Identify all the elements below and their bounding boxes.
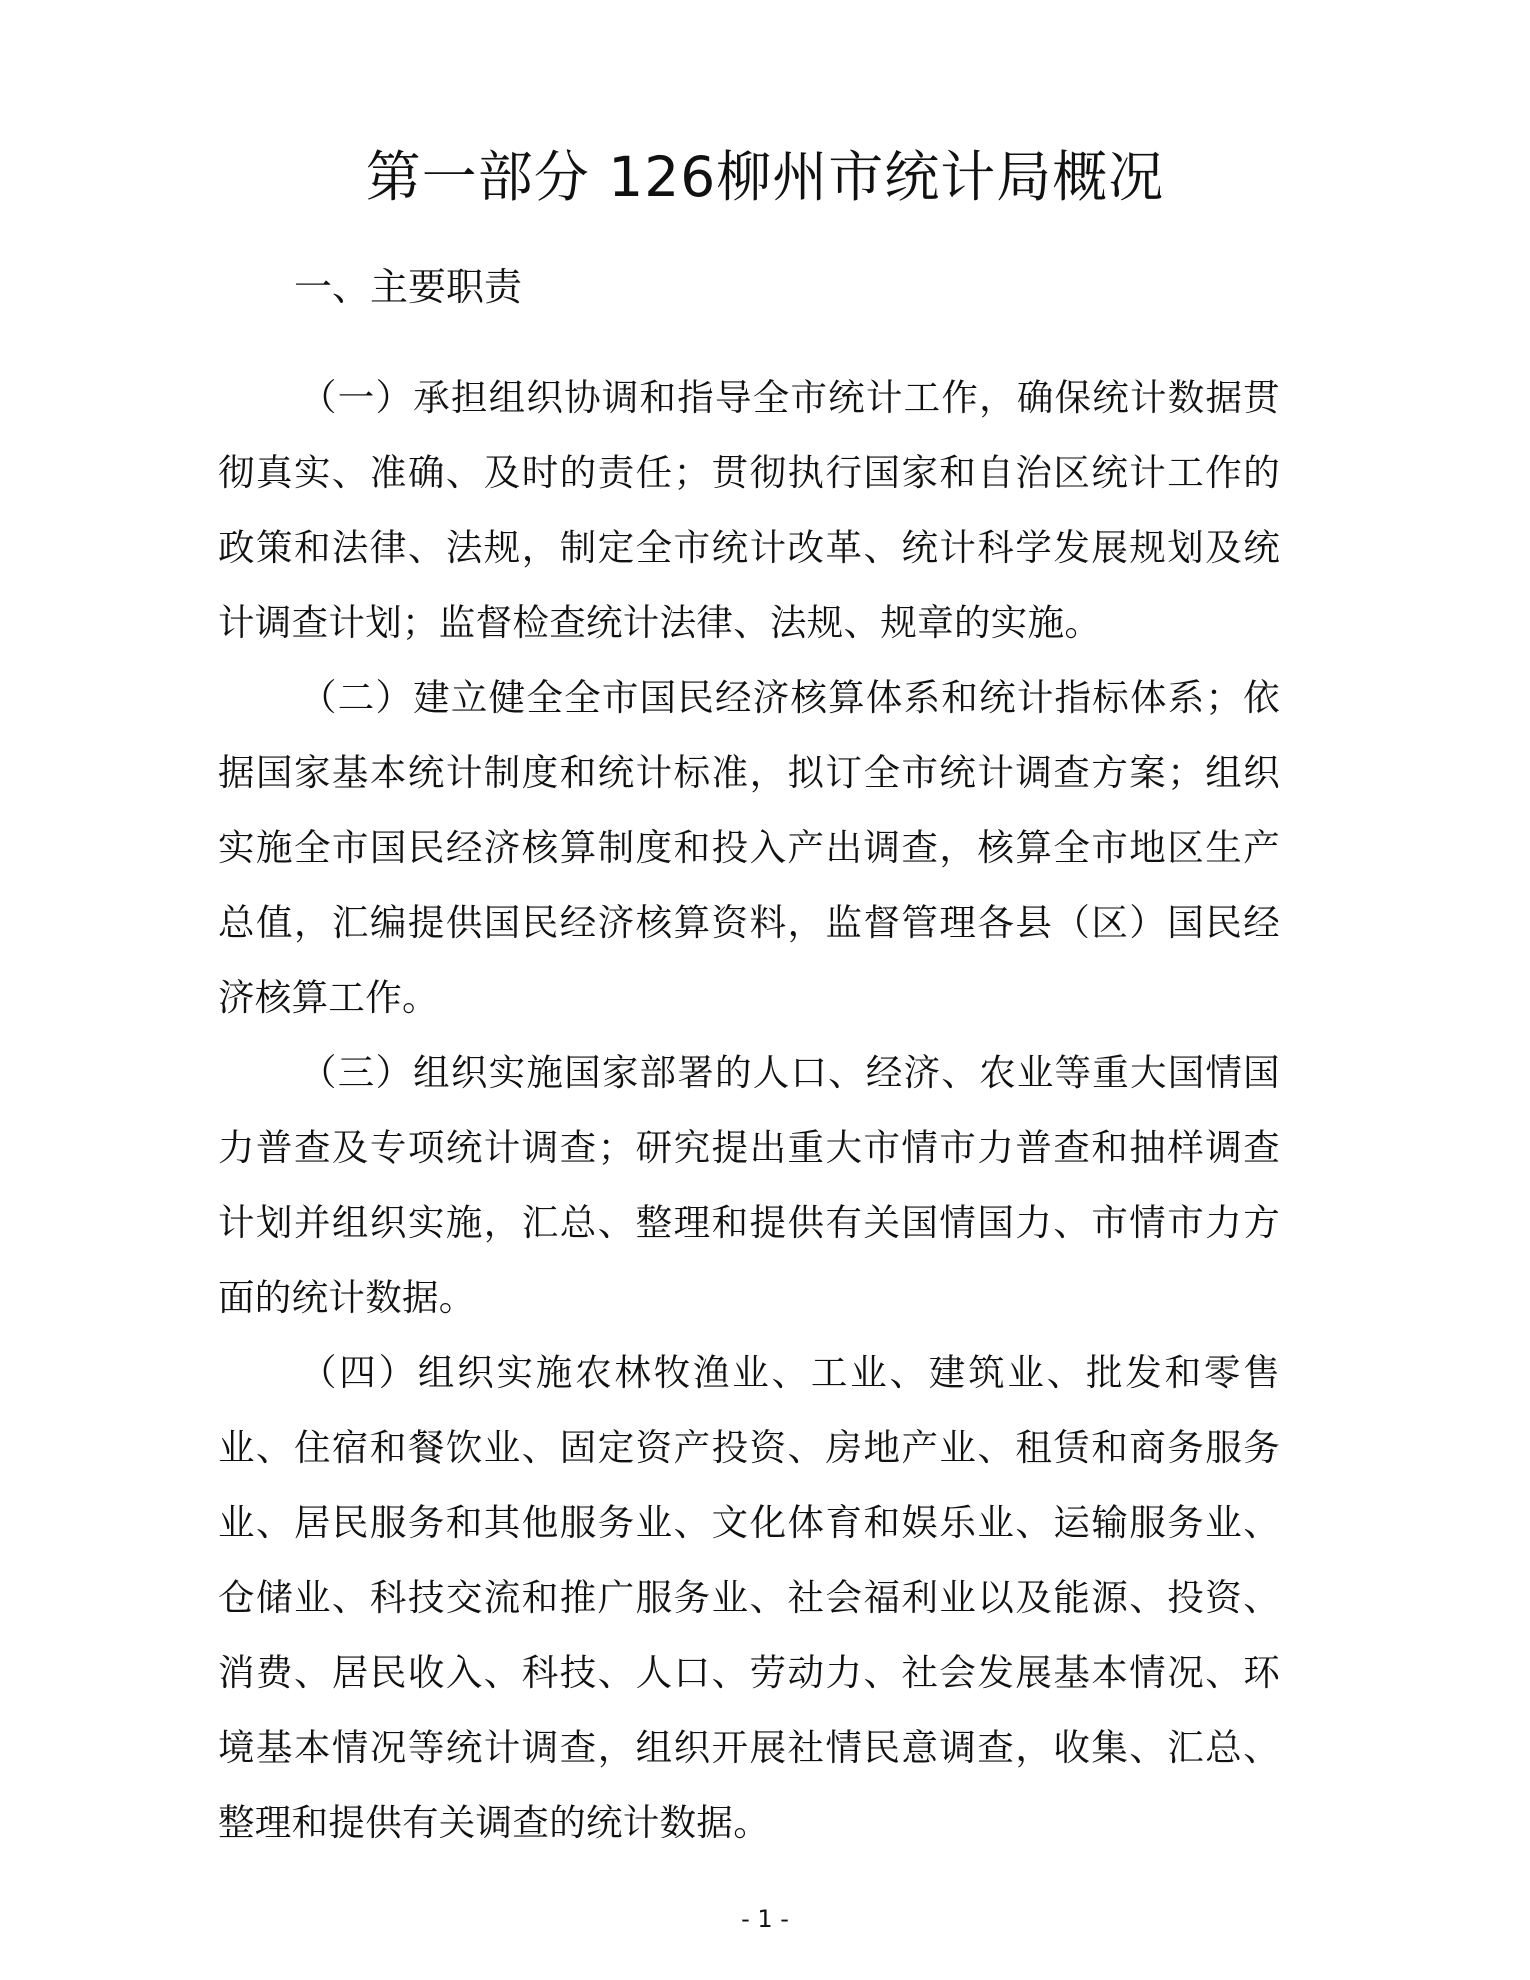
section-heading: 一、主要职责 <box>294 265 523 309</box>
page-title: 第一部分 126柳州市统计局概况 <box>365 145 1165 209</box>
paragraph-4: （四）组织实施农林牧渔业、工业、建筑业、批发和零售业、住宿和餐饮业、固定资产投资、房地产业、租赁和商务服务业、居民服务和其他服务业、文化体育和娱乐业、运输服务业、仓储业、科技交流和推广服务业、社会福利业以及能源、投资、消费、居民收入、科技、人口、劳动力、社会发展基本情况、环境基本情况等统计调查，组织开展社情民意调查，收集、汇总、整理和提供有关调查的统计数据。 <box>218 1351 1280 1844</box>
paragraph-2: （二）建立健全全市国民经济核算体系和统计指标体系；依据国家基本统计制度和统计标准，拟订全市统计调查方案；组织实施全市国民经济核算制度和投入产出调查，核算全市地区生产总值，汇编提供国民经济核算资料，监督管理各县（区）国民经济核算工作。 <box>218 676 1280 1019</box>
page-number: - 1 - <box>741 1905 789 1933</box>
body-text <box>218 360 1280 1860</box>
paragraph-1: （一）承担组织协调和指导全市统计工作，确保统计数据贯彻真实、准确、及时的责任；贯彻执行国家和自治区统计工作的政策和法律、法规，制定全市统计改革、统计科学发展规划及统计调查计划；监督检查统计法律、法规、规章的实施。 <box>218 376 1280 644</box>
paragraph-3: （三）组织实施国家部署的人口、经济、农业等重大国情国力普查及专项统计调查；研究提出重大市情市力普查和抽样调查计划并组织实施，汇总、整理和提供有关国情国力、市情市力方面的统计数据。 <box>218 1051 1280 1319</box>
